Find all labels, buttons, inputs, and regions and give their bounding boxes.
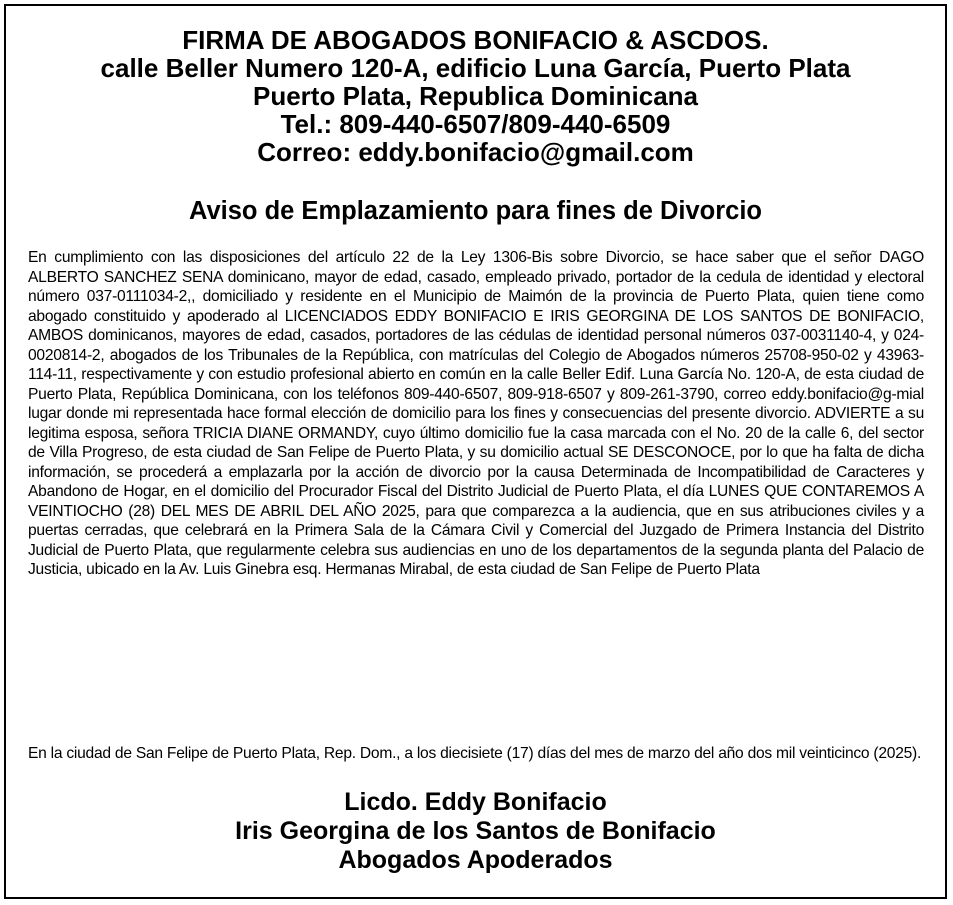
signature-line1: Licdo. Eddy Bonifacio: [344, 788, 607, 816]
signature-line3: Abogados Apoderados: [338, 846, 613, 874]
firm-email: Correo: eddy.bonifacio@gmail.com: [257, 137, 694, 167]
firm-address-line1: calle Beller Numero 120-A, edificio Luna García, Puerto Plata: [100, 53, 851, 83]
firm-address-line2: Puerto Plata, Republica Dominicana: [253, 81, 698, 111]
body-paragraph: En cumplimiento con las disposiciones del artículo 22 de la Ley 1306-Bis sobre Divorcio, se hace saber que el señor DAGO ALBERTO SANCHEZ SENA dominicano, mayor de edad, casado, empleado privado, portador de la cedula de identidad y electoral número 037-0111034-2,, domiciliado y residente en el Municipio de Maimón de la provincia de Puerto Plata, quien tiene como abogado constituido y apoderado al LICENCIADOS EDDY BONIFACIO E IRIS GEORGINA DE LOS SANTOS DE BONIFACIO, AMBOS dominicanos, mayores de edad, casados, portadores de las cédulas de identidad personal números 037-0031140-4, y 024-0020814-2, abogados de los Tribunales de la República, con matrículas del Colegio de Abogados números 25708-950-02 y 43963-114-11, respectivamente y con estudio profesional abierto en común en la calle Beller Edif. Luna García No. 120-A, de esta ciudad de Puerto Plata, República Dominicana, con los teléfonos 809-440-6507, 809-918-6507 y 809-261-3790, correo eddy.bonifacio@g-mial lugar donde mi representada hace formal elección de domicilio para los fines y consecuencias del presente divorcio. ADVIERTE a su legitima esposa, señora TRICIA DIANE ORMANDY, cuyo último domicilio fue la casa marcada con el No. 20 de la calle 6, del sector de Villa Progreso, de esta ciudad de San Felipe de Puerto Plata, y su domicilio actual SE DESCONOCE, por lo que ha falta de dicha información, se procederá a emplazarla por la acción de divorcio por la causa Determinada de Incompatibilidad de Caracteres y Abandono de Hogar, en el domicilio del Procurador Fiscal del Distrito Judicial de Puerto Plata, el día LUNES QUE CONTAREMOS A VEINTIOCHO (28) DEL MES DE ABRIL DEL AÑO 2025, para que comparezca a la audiencia, que en sus atribuciones civiles y a puertas cerradas, que celebrará en la Primera Sala de la Cámara Civil y Comercial del Juzgado de Primera Instancia del Distrito Judicial de Puerto Plata, que regularmente celebra sus audiencias en uno de los departamentos de la segunda planta del Palacio de Justicia, ubicado en la Av. Luis Ginebra esq. Hermanas Mirabal, de esta ciudad de San Felipe de Puerto Plata: [28, 249, 924, 578]
notice-title: Aviso de Emplazamiento para fines de Divorcio: [189, 197, 762, 225]
signature-line2: Iris Georgina de los Santos de Bonifacio: [235, 817, 716, 845]
legal-notice: [4, 4, 947, 899]
firm-phone: Tel.: 809-440-6507/809-440-6509: [280, 109, 671, 139]
notice-body: [28, 248, 924, 580]
closing-paragraph: En la ciudad de San Felipe de Puerto Plata, Rep. Dom., a los diecisiete (17) días del mes de marzo del año dos mil veinticinco (2025).: [28, 745, 922, 762]
signature-block: [6, 788, 945, 875]
firm-name: FIRMA DE ABOGADOS BONIFACIO & ASCDOS.: [182, 25, 769, 55]
firm-header: [6, 26, 945, 166]
